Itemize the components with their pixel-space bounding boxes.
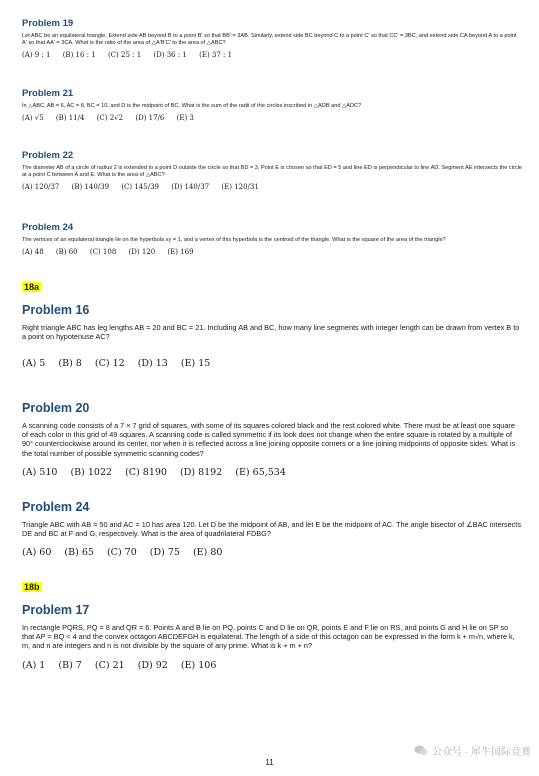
problem-title: Problem 22	[22, 150, 74, 161]
choice: (A) 1	[22, 659, 46, 671]
choice: (E) 80	[192, 547, 223, 559]
problem-title: Problem 16	[22, 303, 90, 317]
answer-choices	[22, 248, 522, 256]
problem-21	[22, 88, 522, 122]
problem-text: Triangle ABC with AB = 50 and AC = 10 has area 120. Let D be the midpoint of AB, and let E be the midpoint of AC. The angle bisector of ∠BAC intersects DE and BC at F and G, respectively. What is the area of quadrilateral FDBG?	[22, 520, 521, 539]
choice: (B) 16 : 1	[62, 51, 96, 59]
choice: (C) 108	[89, 248, 117, 256]
problem-title: Problem 24	[22, 222, 74, 233]
choice: (A) 120/37	[22, 183, 60, 191]
answer-choices	[22, 547, 522, 558]
problem-title: Problem 19	[22, 18, 74, 29]
choice: (C) 145/39	[121, 183, 159, 191]
choice: (D) 92	[137, 659, 168, 671]
choice: (E) 106	[180, 659, 217, 671]
choice: (E) 3	[176, 114, 194, 122]
watermark	[414, 743, 531, 758]
choice: (E) 169	[167, 248, 194, 256]
problem-20	[22, 401, 522, 478]
problem-title: Problem 24	[22, 500, 90, 514]
choice: (E) 15	[180, 358, 211, 370]
problem-24-second	[22, 500, 522, 558]
problem-text: The diameter AB of a circle of radius 2 is extended to a point D outside the circle so that BD = 3. Point E is chosen so that ED = 5 and line ED is perpendicular to line AD. Segment AE intersects the circle at a point C between A and E. What is the area of △ABC?	[22, 165, 522, 178]
problem-19	[22, 18, 522, 59]
watermark-text: 公众号 · 犀牛国际竞赛	[432, 747, 531, 758]
choice: (E) 65,534	[235, 466, 286, 478]
choice: (D) 120	[128, 248, 156, 256]
choice: (D) 36 : 1	[153, 51, 187, 59]
choice: (C) 21	[94, 659, 125, 671]
choice: (B) 7	[58, 659, 82, 671]
problem-16	[22, 303, 522, 369]
choice: (C) 70	[106, 547, 137, 559]
choice: (D) 75	[149, 547, 180, 559]
choice: (B) 60	[55, 248, 78, 256]
problem-22	[22, 150, 522, 191]
choice: (A) 48	[22, 248, 44, 256]
choice: (D) 140/37	[171, 183, 210, 191]
choice: (D) 17/6	[135, 114, 165, 122]
choice: (D) 8192	[180, 466, 223, 478]
choice: (D) 13	[137, 358, 168, 370]
page-number: 11	[265, 758, 274, 767]
choice: (B) 11/4	[55, 114, 85, 122]
section-label-18b: 18b	[24, 582, 40, 592]
answer-choices	[22, 183, 522, 191]
problem-title: Problem 21	[22, 88, 74, 99]
problem-24-first	[22, 222, 522, 256]
choice: (C) 25 : 1	[107, 51, 142, 59]
problem-text: In rectangle PQRS, PQ = 8 and QR = 6. Points A and B lie on PQ, points C and D lie on QR, points E and F lie on RS, and points G and H lie on SP so that AP = BQ < 4 and the convex octagon ABCDEFGH is equilateral. The length of a side of this octagon can be expressed in the form k + m√n, where k, m, and n are integers and n is not divisible by the square of any prime. What is k + m + n?	[22, 623, 515, 651]
choice: (C) 2√2	[96, 114, 124, 122]
answer-choices	[22, 467, 522, 478]
choice: (B) 1022	[70, 466, 113, 478]
choice: (E) 37 : 1	[199, 51, 233, 59]
problem-text: Let ABC be an equilateral triangle. Extend side AB beyond B to a point B′ so that BB′ = 3AB. Similarly, extend side BC beyond C to a point C′ so that CC′ = 3BC, and extend side CA beyond A to a point A′ so that AA′ = 3CA. What is the ratio of the area of △A′B′C′ to the area of △ABC?	[22, 33, 517, 46]
problem-text: A scanning code consists of a 7 × 7 grid of squares, with some of its squares colored black and the rest colored white. There must be at least one square of each color in this grid of 49 squares. A scanning code is called symmetric if its look does not change when the entire square is rotated by a multiple of 90° counterclockwise around its center, nor when it is reflected across a line joining opposite corners or a line joining midpoints of opposite sides. What is the total number of possible symmetric scanning codes?	[22, 421, 516, 458]
answer-choices	[22, 51, 522, 59]
problem-title: Problem 17	[22, 603, 90, 617]
wechat-icon	[414, 745, 428, 756]
choice: (C) 12	[94, 358, 125, 370]
problem-text: Right triangle ABC has leg lengths AB = 20 and BC = 21. Including AB and BC, how many line segments with integer length can be drawn from vertex B to a point on hypotenuse AC?	[22, 323, 520, 342]
choice: (A) 60	[22, 547, 52, 559]
choice: (A) √5	[22, 114, 44, 122]
choice: (B) 65	[64, 547, 94, 559]
answer-choices	[22, 358, 522, 369]
choice: (B) 8	[58, 358, 82, 370]
choice: (E) 120/31	[221, 183, 259, 191]
answer-choices	[22, 660, 522, 671]
answer-choices	[22, 114, 522, 122]
section-label-18a: 18a	[24, 282, 40, 292]
choice: (B) 140/39	[71, 183, 110, 191]
problem-text: The vertices of an equilateral triangle lie on the hyperbola xy = 1, and a vertex of this hyperbola is the centroid of the triangle. What is the square of the area of the triangle?	[22, 237, 446, 243]
problem-17	[22, 603, 522, 671]
choice: (A) 5	[22, 358, 46, 370]
problem-text: In △ABC, AB = 6, AC = 8, BC = 10, and D is the midpoint of BC. What is the sum of the radii of the circles inscribed in △ADB and △ADC?	[22, 103, 362, 109]
problem-title: Problem 20	[22, 401, 90, 415]
choice: (C) 8190	[125, 466, 167, 478]
choice: (A) 510	[22, 466, 58, 478]
choice: (A) 9 : 1	[22, 51, 51, 59]
